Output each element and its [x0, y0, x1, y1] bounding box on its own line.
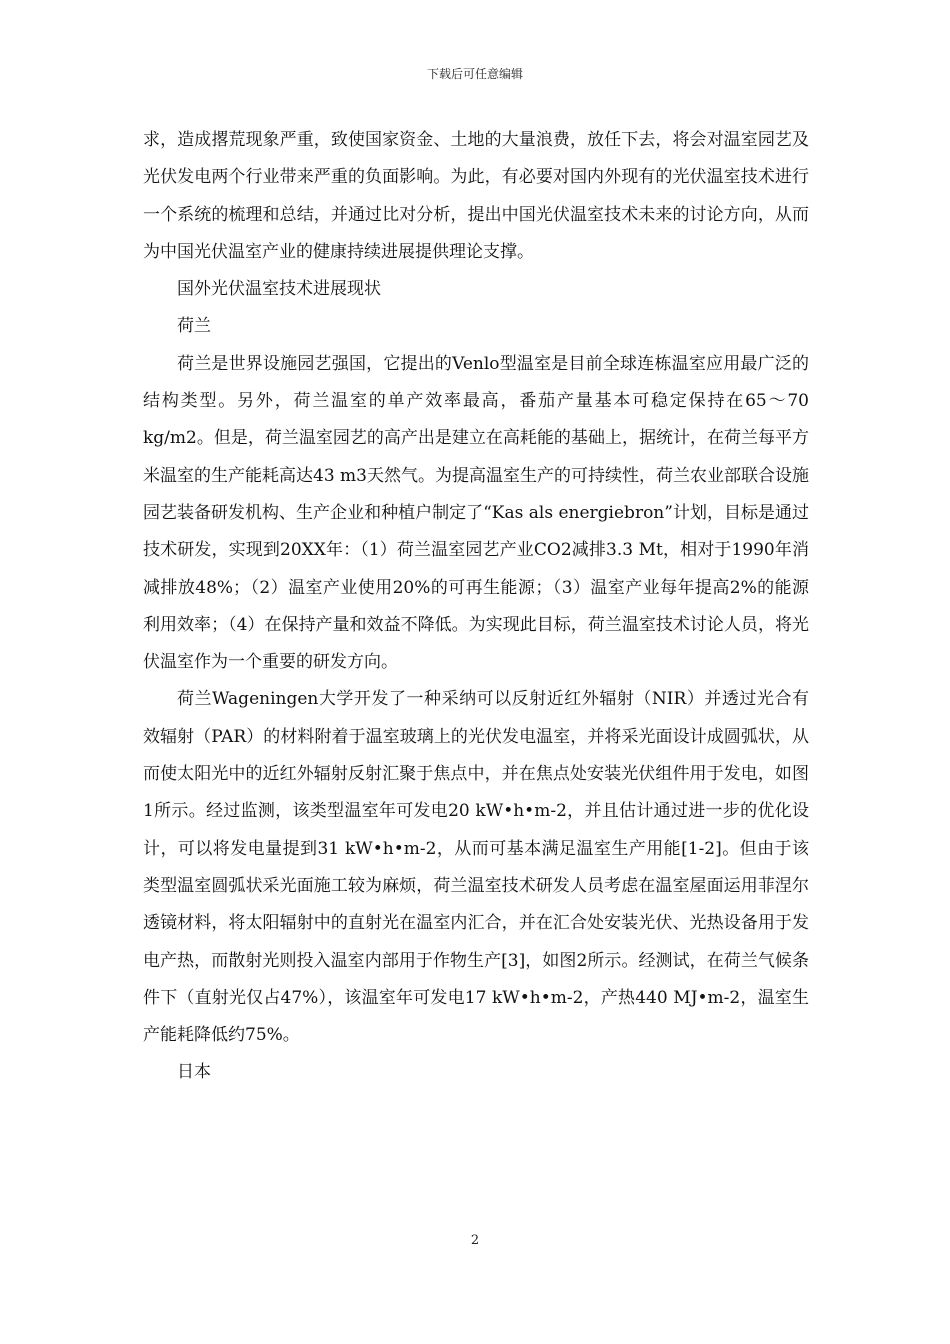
section-heading-foreign-status: 国外光伏温室技术进展现状 — [177, 279, 381, 300]
page-header: 下载后可任意编辑 — [426, 67, 523, 81]
paragraph-wageningen: 荷兰Wageningen大学开发了一种采纳可以反射近红外辐射（NIR）并透过光合有效辐射（PAR）的材料附着于温室玻璃上的光伏发电温室，并将采光面设计成圆弧状，从而使太阳光中的近红外辐射反射汇聚于焦点中，并在焦点处安装光伏组件用于发电，如图1所示。经过监测，该类型温室年可发电20 kW•h•m-2，并且估计通过进一步的优化设计，可以将发电量提到31 kW•h•m-2，从而可基本满足温室生产用能[1-2]。但由于该类型温室圆弧状采光面施工较为麻烦，荷兰温室技术研发人员考虑在温室屋面运用菲涅尔透镜材料，将太阳辐射中的直射光在温室内汇合，并在汇合处安装光伏、光热设备用于发电产热，而散射光则投入温室内部用于作物生产[3]，如图2所示。经测试，在荷兰气候条件下（直射光仅占47%），该温室年可发电17 kW•h•m-2，产热440 MJ•m-2，温室生产能耗降低约75%。 — [143, 689, 809, 1046]
document-body — [143, 122, 809, 1092]
page-number: 2 — [470, 1233, 480, 1248]
subsection-heading-netherlands: 荷兰 — [177, 316, 211, 337]
subsection-heading-japan: 日本 — [177, 1062, 211, 1083]
paragraph-continuation: 求，造成撂荒现象严重，致使国家资金、土地的大量浪费，放任下去，将会对温室园艺及光伏发电两个行业带来严重的负面影响。为此，有必要对国内外现有的光伏温室技术进行一个系统的梳理和总结，并通过比对分析，提出中国光伏温室技术未来的讨论方向，从而为中国光伏温室产业的健康持续进展提供理论支撑。 — [143, 130, 809, 262]
paragraph-netherlands-overview: 荷兰是世界设施园艺强国，它提出的Venlo型温室是目前全球连栋温室应用最广泛的结构类型。另外，荷兰温室的单产效率最高，番茄产量基本可稳定保持在65～70 kg/m2。但是，荷兰温室园艺的高产出是建立在高耗能的基础上，据统计，在荷兰每平方米温室的生产能耗高达43 m3天然气。为提高温室生产的可持续性，荷兰农业部联合设施园艺装备研发机构、生产企业和种植户制定了“Kas als energiebron”计划，目标是通过技术研发，实现到20XX年：（1）荷兰温室园艺产业CO2减排3.3 Mt，相对于1990年消减排放48%；（2）温室产业使用20%的可再生能源；（3）温室产业每年提高2%的能源利用效率；（4）在保持产量和效益不降低。为实现此目标，荷兰温室技术讨论人员，将光伏温室作为一个重要的研发方向。 — [143, 353, 809, 673]
